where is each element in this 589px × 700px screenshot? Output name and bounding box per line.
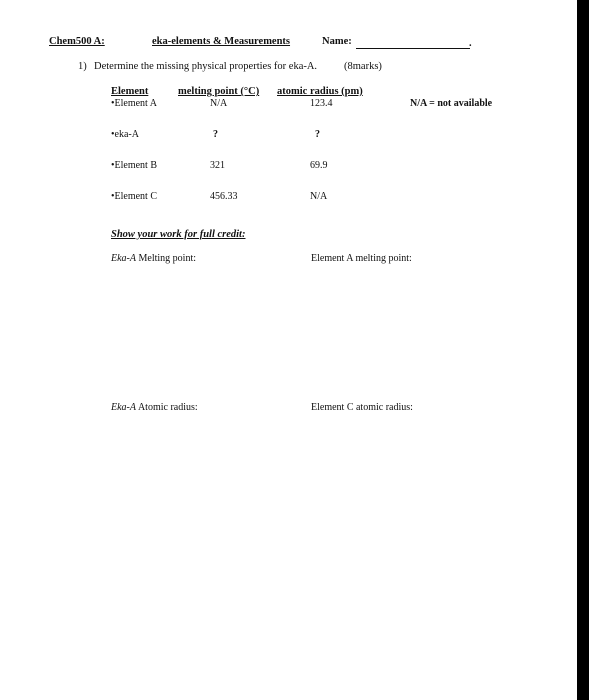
element-a-melting-point-prompt: Element A melting point:: [311, 253, 412, 264]
col-header-element: Element: [111, 86, 149, 97]
prompt-text: Atomic radius:: [136, 402, 198, 413]
name-label: Name:: [322, 36, 352, 47]
table-row-melting-point: N/A: [210, 98, 228, 109]
table-row-melting-point: 456.33: [210, 191, 238, 202]
table-row-element: •eka-A: [111, 129, 139, 140]
table-row-element: •Element A: [111, 98, 157, 109]
col-header-melting-point: melting point (°C): [178, 86, 260, 97]
table-row-melting-point: 321: [210, 160, 225, 171]
question-marks: (8marks): [344, 61, 382, 72]
table-row-element: •Element C: [111, 191, 157, 202]
table-row-atomic-radius: 123.4: [310, 98, 333, 109]
name-blank-line: [356, 48, 470, 49]
na-legend-note: N/A = not available: [410, 98, 493, 109]
question-text: Determine the missing physical properties for eka-A.: [94, 61, 318, 72]
course-label: Chem500 A:: [49, 36, 105, 47]
eka-melting-point-prompt: [111, 253, 196, 264]
table-row-melting-point: ?: [213, 129, 218, 140]
question-number: 1): [78, 61, 87, 72]
eka-label: Eka-A: [111, 402, 136, 413]
prompt-text: Melting point:: [136, 253, 196, 264]
table-row-atomic-radius: ?: [315, 129, 320, 140]
topic-title: eka-elements & Measurements: [152, 36, 291, 47]
page-edge-bar: [577, 0, 589, 700]
table-row-atomic-radius: N/A: [310, 191, 328, 202]
table-row-atomic-radius: 69.9: [310, 160, 328, 171]
show-work-heading: Show your work for full credit:: [111, 229, 246, 240]
eka-label: Eka-A: [111, 253, 136, 264]
name-trailing-dot: .: [469, 38, 472, 49]
table-row-element: •Element B: [111, 160, 157, 171]
col-header-atomic-radius: atomic radius (pm): [277, 86, 363, 97]
element-c-atomic-radius-prompt: Element C atomic radius:: [311, 402, 413, 413]
eka-atomic-radius-prompt: [111, 402, 198, 413]
